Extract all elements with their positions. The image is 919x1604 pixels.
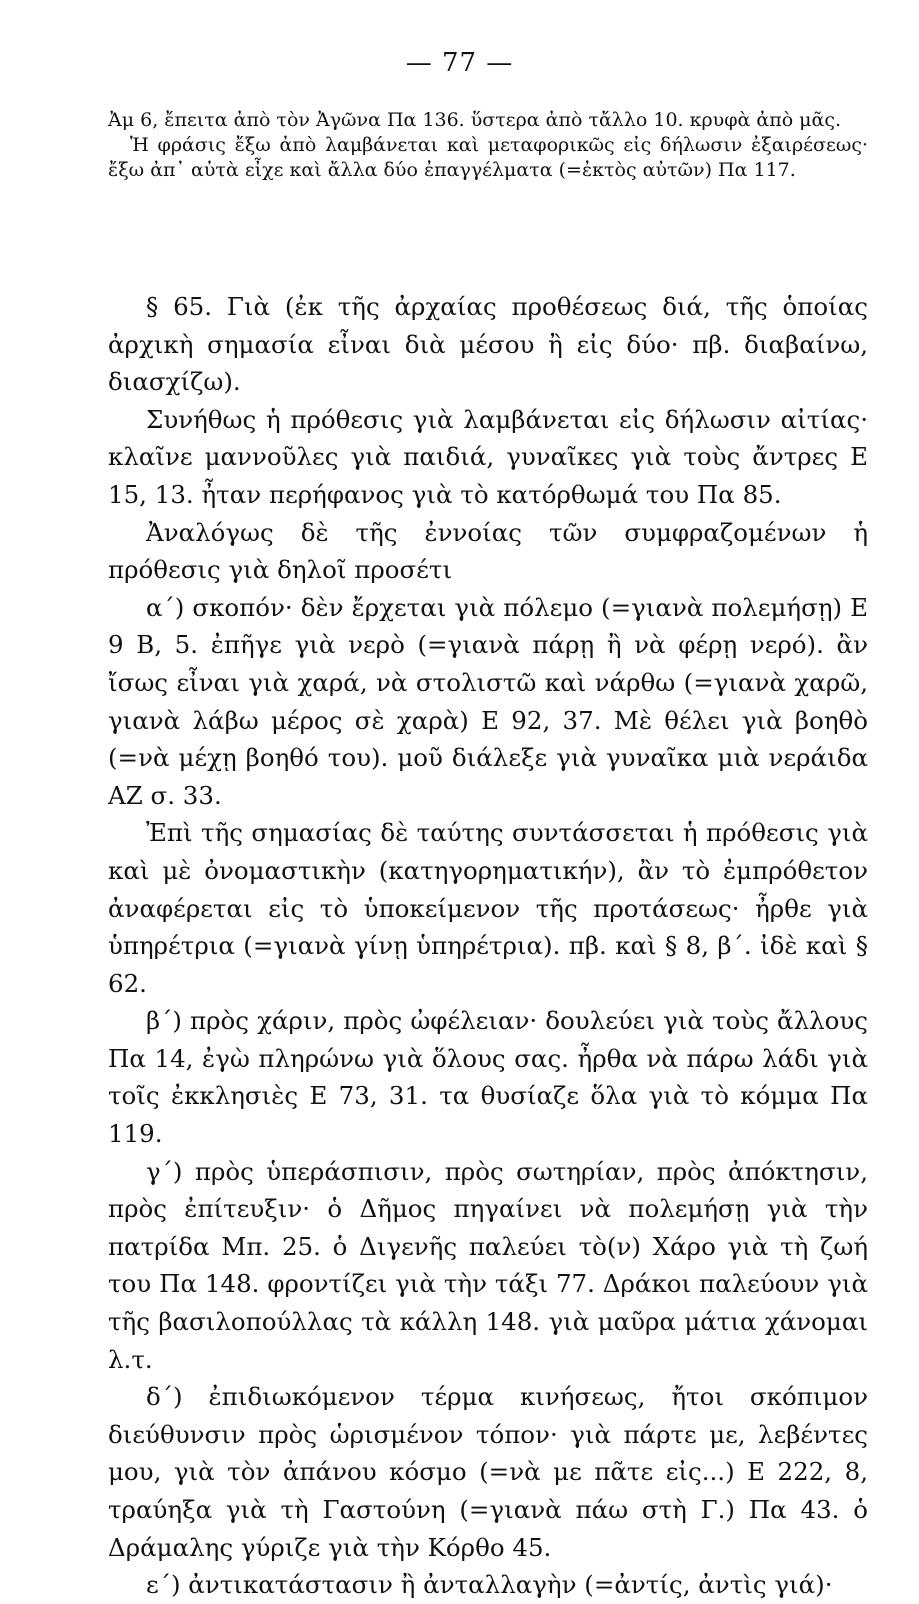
list-item-d: δ΄) ἐπιδιωκόμενον τέρμα κινήσεως, ἤτοι σκόπιμον διεύθυνσιν πρὸς ὡρισμένον τόπον· γιὰ πάρτε με, λεβέντες μου, γιὰ τὸν ἀπάνου κόσμο (=νὰ με πᾶτε εἰς...) Ε 222, 8, τραύηξα γιὰ τὴ Γαστούνη (=γιανὰ πάω στὴ Γ.) Πα 43. ὁ Δράμαλης γύριζε γιὰ τὴν Κόρθο 45. [108,1382,868,1562]
page-number: — 77 — [405,48,514,78]
main-text [108,288,868,1604]
list-item-e: ε΄) ἀντικατάστασιν ἢ ἀνταλλαγὴν (=ἀντίς, ἀντὶς γιά)· [146,1570,833,1600]
list-item-g: γ΄) πρὸς ὑπεράσπισιν, πρὸς σωτηρίαν, πρὸς ἀπόκτησιν, πρὸς ἐπίτευξιν· ὁ Δῆμος πηγαίνει νὰ πολεμήσῃ γιὰ τὴν πατρίδα Μπ. 25. ὁ Διγενῆς παλεύει τὸ(ν) Χάρο γιὰ τὴ ζωή του Πα 148. φροντίζει γιὰ τὴν τάξι 77. Δράκοι παλεύουν γιὰ τῆς βασιλοπούλλας τὰ κάλλη 148. γιὰ μαῦρα μάτια χάνομαι λ.τ. [108,1156,868,1374]
section-heading-paragraph: § 65. Γιὰ (ἐκ τῆς ἀρχαίας προθέσεως διά, τῆς ὁποίας ἀρχικὴ σημασία εἶναι διὰ μέσου ἢ εἰς δύο· πβ. διαβαίνω, διασχίζω). [108,292,868,397]
paragraph: Συνήθως ἡ πρόθεσις γιὰ λαμβάνεται εἰς δήλωσιν αἰτίας· κλαῖνε μαννοῦλες γιὰ παιδιά, γυναῖκες γιὰ τοὺς ἄντρες Ε 15, 13. ἦταν περήφανος γιὰ τὸ κατόρθωμά του Πα 85. [108,404,868,509]
footnote: Ἡ φράσις ἔξω ἀπὸ λαμβάνεται καὶ μεταφορικῶς εἰς δήλωσιν ἐξαιρέσεως· ἔξω ἀπ᾽ αὐτὰ εἶχε καὶ ἄλλα δύο ἐπαγγέλματα (=ἐκτὸς αὐτῶν) Πα 117. [108,134,868,181]
footnote: Ἀμ 6, ἔπειτα ἀπὸ τὸν Ἀγῶνα Πα 136. ὕστερα ἀπὸ τἄλλο 10. κρυφὰ ἀπὸ μᾶς. [108,109,842,131]
list-item-a: α΄) σκοπόν· δὲν ἔρχεται γιὰ πόλεμο (=γιανὰ πολεμήσῃ) Ε 9 Β, 5. ἐπῆγε γιὰ νερὸ (=γιανὰ πάρῃ ἢ νὰ φέρῃ νερό). ἂν ἴσως εἶναι γιὰ χαρά, νὰ στολιστῶ καὶ νάρθω (=γιανὰ χαρῶ, γιανὰ λάβω μέρος σὲ χαρὰ) Ε 92, 37. Μὲ θέλει γιὰ βοηθὸ (=νὰ μέχῃ βοηθό του). μοῦ διάλεξε γιὰ γυναῖκα μιὰ νεράιδα ΑΖ σ. 33. [108,592,868,810]
list-item-b: β΄) πρὸς χάριν, πρὸς ὠφέλειαν· δουλεύει γιὰ τοὺς ἄλλους Πα 14, ἐγὼ πληρώνω γιὰ ὅλους σας. ἦρθα νὰ πάρω λάδι γιὰ τοῖς ἐκκλησιὲς Ε 73, 31. τα θυσίαζε ὅλα γιὰ τὸ κόμμα Πα 119. [108,1006,868,1149]
paragraph: Ἀναλόγως δὲ τῆς ἐννοίας τῶν συμφραζομένων ἡ πρόθεσις γιὰ δηλοῖ προσέτι [108,517,868,585]
paragraph: Ἐπὶ τῆς σημασίας δὲ ταύτης συντάσσεται ἡ πρόθεσις γιὰ καὶ μὲ ὀνομαστικὴν (κατηγορηματικήν), ἂν τὸ ἐμπρόθετον ἀναφέρεται εἰς τὸ ὑποκείμενον τῆς προτάσεως· ἦρθε γιὰ ὑπηρέτρια (=γιανὰ γίνῃ ὑπηρέτρια). πβ. καὶ § 8, β΄. ἰδὲ καὶ § 62. [108,818,868,998]
footnotes-block [108,108,868,183]
